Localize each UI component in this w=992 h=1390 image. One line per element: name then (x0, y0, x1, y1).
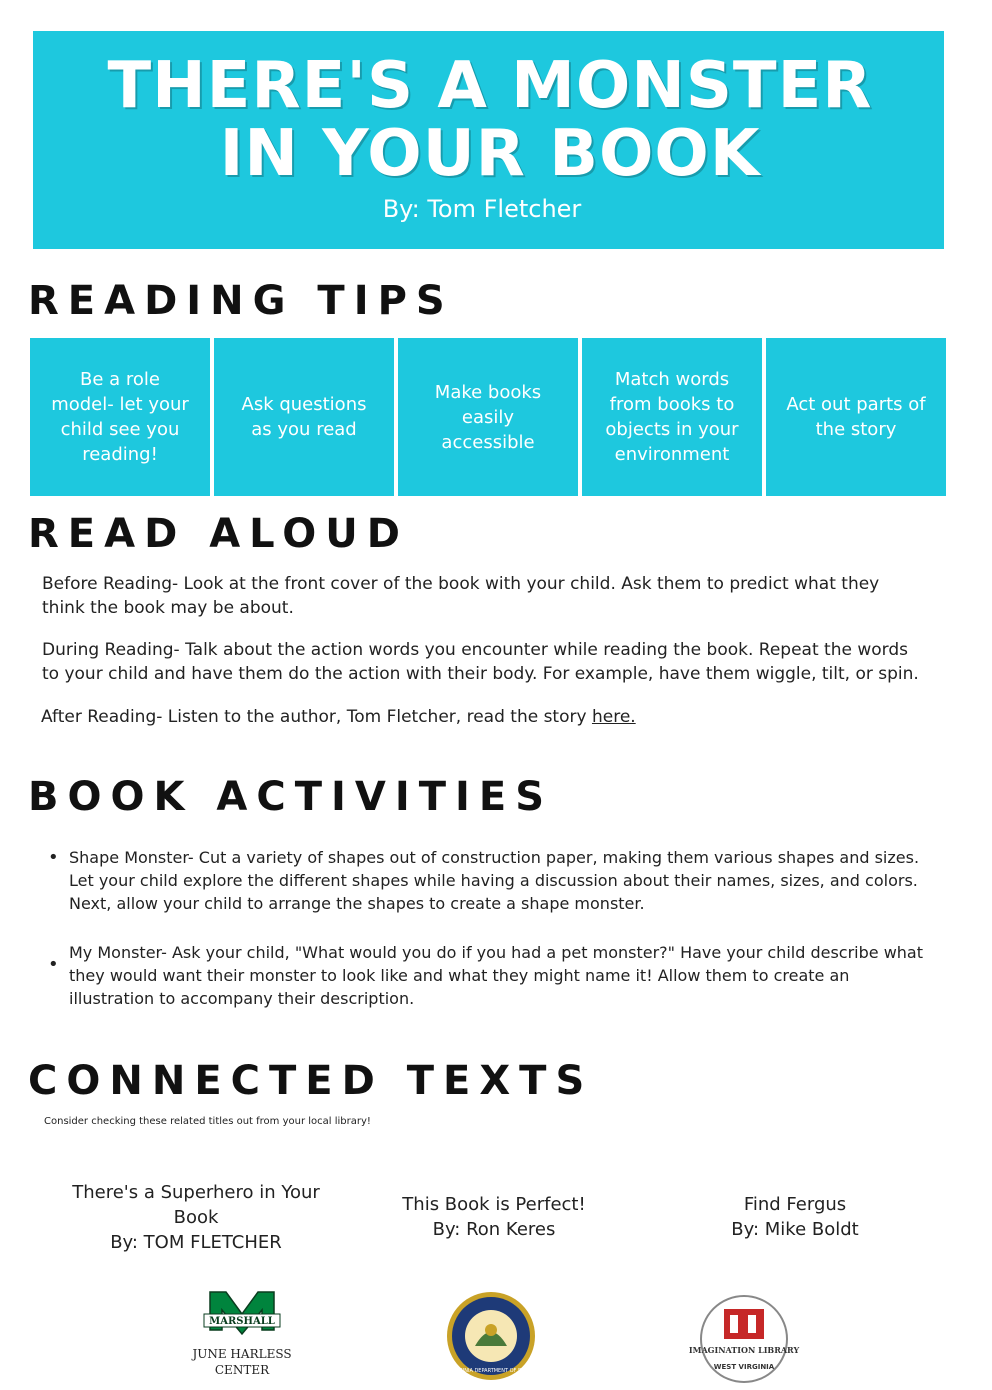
after-reading-text: After Reading- Listen to the author, Tom Fletcher, read the story (41, 707, 592, 727)
wv-seal-text: WEST VIRGINIA DEPARTMENT OF EDUCATION (434, 1368, 548, 1374)
tip-card: Match words from books to objects in your environment (582, 338, 762, 496)
marshall-logo-icon (190, 1290, 294, 1380)
marshall-june-harless-logo (190, 1290, 294, 1380)
book-title: There's a Superhero in Your Book (72, 1182, 320, 1228)
book-author: By: TOM FLETCHER (110, 1232, 282, 1253)
list-item (48, 941, 933, 1010)
imagination-text: IMAGINATION LIBRARY (688, 1345, 800, 1355)
title-line-2: IN YOUR BOOK (219, 117, 761, 191)
connected-book (380, 1192, 608, 1242)
imagination-library-logo (688, 1293, 800, 1385)
connected-book (70, 1180, 322, 1255)
bullet-icon: • (48, 847, 59, 868)
connected-book (700, 1192, 890, 1242)
wv-department-of-education-seal (434, 1290, 548, 1382)
activity-text: Shape Monster- Cut a variety of shapes out of construction paper, making them various shapes and sizes. Let your child explore the different shapes while having a discussion about their names, sizes, and colors. Next, allow your child to arrange the shapes to create a shape monster. (69, 848, 920, 913)
imagination-library-icon (688, 1293, 800, 1385)
page-title (0, 49, 980, 191)
story-link[interactable]: here. (591, 707, 636, 727)
book-title: This Book is Perfect! (402, 1194, 586, 1215)
tip-card: Make books easily accessible (398, 338, 578, 496)
library-note: Consider checking these related titles out from your local library! (44, 1116, 371, 1127)
book-activities-heading: BOOK ACTIVITIES (28, 774, 554, 820)
title-byline: By: Tom Fletcher (382, 195, 582, 223)
reading-tips-row (30, 338, 946, 496)
title-line-1: THERE'S A MONSTER (107, 49, 873, 123)
bullet-icon: • (48, 954, 59, 975)
june-harless-line-2: CENTER (214, 1363, 270, 1377)
imagination-subtext: WEST VIRGINIA (713, 1363, 775, 1371)
before-reading-text: Before Reading- Look at the front cover of the book with your child. Ask them to predict what they think the book may be about. (42, 574, 880, 618)
list-item (48, 846, 933, 915)
activity-text: My Monster- Ask your child, "What would you do if you had a pet monster?" Have your child describe what they would want their monster to look like and what they might name it! Allow them to create an illustration to accompany their description. (69, 943, 923, 1008)
book-author: By: Mike Boldt (731, 1219, 859, 1240)
reading-tips-heading: READING TIPS (28, 278, 454, 324)
during-reading-text: During Reading- Talk about the action words you encounter while reading the book. Repeat the words to your child and have them do the action with their body. For example, have them wiggle, tilt, or spin. (42, 640, 919, 684)
activities-list (48, 846, 933, 1036)
book-title: Find Fergus (743, 1194, 847, 1215)
marshall-name: MARSHALL (209, 1316, 275, 1327)
read-aloud-heading: READ ALOUD (28, 511, 409, 557)
june-harless-line-1: JUNE HARLESS (192, 1347, 292, 1361)
tip-card: Ask questions as you read (214, 338, 394, 496)
book-author: By: Ron Keres (432, 1219, 556, 1240)
tip-card: Be a role model- let your child see you reading! (30, 338, 210, 496)
connected-texts-heading: CONNECTED TEXTS (28, 1058, 594, 1104)
tip-card: Act out parts of the story (766, 338, 946, 496)
wv-seal-icon (434, 1290, 548, 1382)
after-reading-paragraph (41, 705, 921, 729)
